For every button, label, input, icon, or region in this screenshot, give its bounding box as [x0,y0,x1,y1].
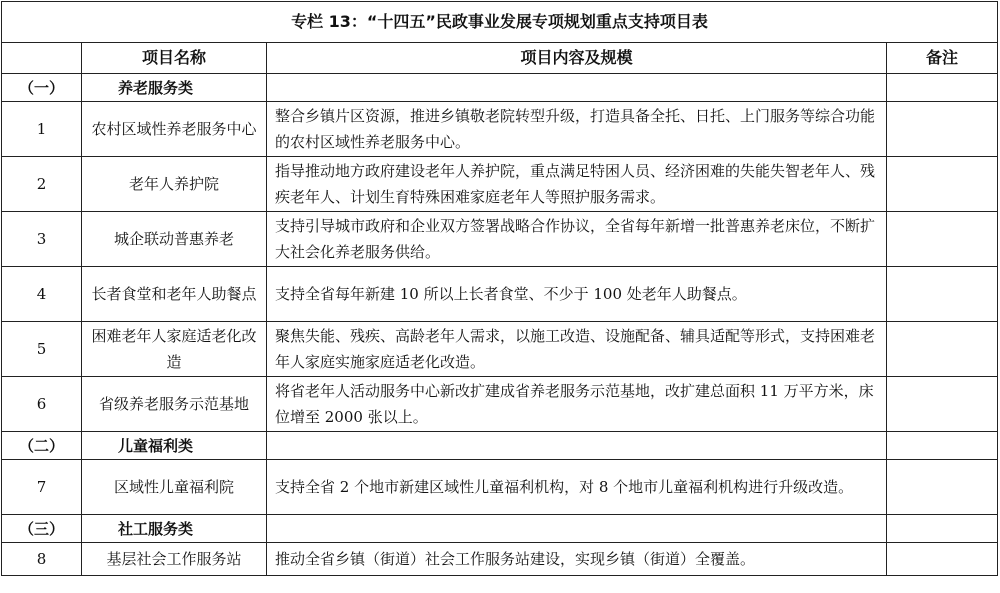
category-note-empty [887,74,998,102]
item-content: 支持全省 2 个地市新建区域性儿童福利机构，对 8 个地市儿童福利机构进行升级改造。 [267,460,887,515]
header-row [2,43,998,74]
item-number: 1 [2,102,82,157]
table-row [2,460,998,515]
header-number [2,43,82,74]
item-name: 省级养老服务示范基地 [82,377,267,432]
category-row [2,515,998,543]
table-row [2,267,998,322]
category-row [2,432,998,460]
category-content-empty [267,74,887,102]
table-row [2,157,998,212]
title-row [2,2,998,43]
item-number: 3 [2,212,82,267]
table-row [2,102,998,157]
header-project-content: 项目内容及规模 [267,43,887,74]
item-content: 将省老年人活动服务中心新改扩建成省养老服务示范基地，改扩建总面积 11 万平方米，床位增至 2000 张以上。 [267,377,887,432]
item-name: 老年人养护院 [82,157,267,212]
item-note [887,377,998,432]
category-name: 儿童福利类 [82,432,267,460]
category-content-empty [267,432,887,460]
category-number: （二） [2,432,82,460]
item-name: 长者食堂和老年人助餐点 [82,267,267,322]
item-content: 支持全省每年新建 10 所以上长者食堂、不少于 100 处老年人助餐点。 [267,267,887,322]
category-name: 社工服务类 [82,515,267,543]
item-name: 农村区域性养老服务中心 [82,102,267,157]
item-content: 聚焦失能、残疾、高龄老年人需求，以施工改造、设施配备、辅具适配等形式，支持困难老年人家庭实施家庭适老化改造。 [267,322,887,377]
project-table [1,1,998,576]
item-note [887,543,998,576]
item-name: 基层社会工作服务站 [82,543,267,576]
category-row [2,74,998,102]
table-row [2,322,998,377]
item-note [887,102,998,157]
table-row [2,377,998,432]
category-number: （一） [2,74,82,102]
category-number: （三） [2,515,82,543]
item-note [887,322,998,377]
item-number: 5 [2,322,82,377]
project-table-document [1,1,999,591]
item-content: 支持引导城市政府和企业双方签署战略合作协议，全省每年新增一批普惠养老床位，不断扩大社会化养老服务供给。 [267,212,887,267]
category-content-empty [267,515,887,543]
item-number: 2 [2,157,82,212]
item-note [887,157,998,212]
category-note-empty [887,515,998,543]
category-name: 养老服务类 [82,74,267,102]
item-name: 困难老年人家庭适老化改造 [82,322,267,377]
item-note [887,267,998,322]
item-content: 整合乡镇片区资源，推进乡镇敬老院转型升级，打造具备全托、日托、上门服务等综合功能的农村区域性养老服务中心。 [267,102,887,157]
item-number: 4 [2,267,82,322]
item-number: 8 [2,543,82,576]
item-name: 区域性儿童福利院 [82,460,267,515]
table-row [2,543,998,576]
item-number: 7 [2,460,82,515]
table-title: 专栏 13：“十四五”民政事业发展专项规划重点支持项目表 [2,2,998,43]
header-note: 备注 [887,43,998,74]
item-content: 推动全省乡镇（街道）社会工作服务站建设，实现乡镇（街道）全覆盖。 [267,543,887,576]
item-name: 城企联动普惠养老 [82,212,267,267]
item-number: 6 [2,377,82,432]
header-project-name: 项目名称 [82,43,267,74]
item-note [887,460,998,515]
item-note [887,212,998,267]
item-content: 指导推动地方政府建设老年人养护院，重点满足特困人员、经济困难的失能失智老年人、残疾老年人、计划生育特殊困难家庭老年人等照护服务需求。 [267,157,887,212]
table-row [2,212,998,267]
category-note-empty [887,432,998,460]
